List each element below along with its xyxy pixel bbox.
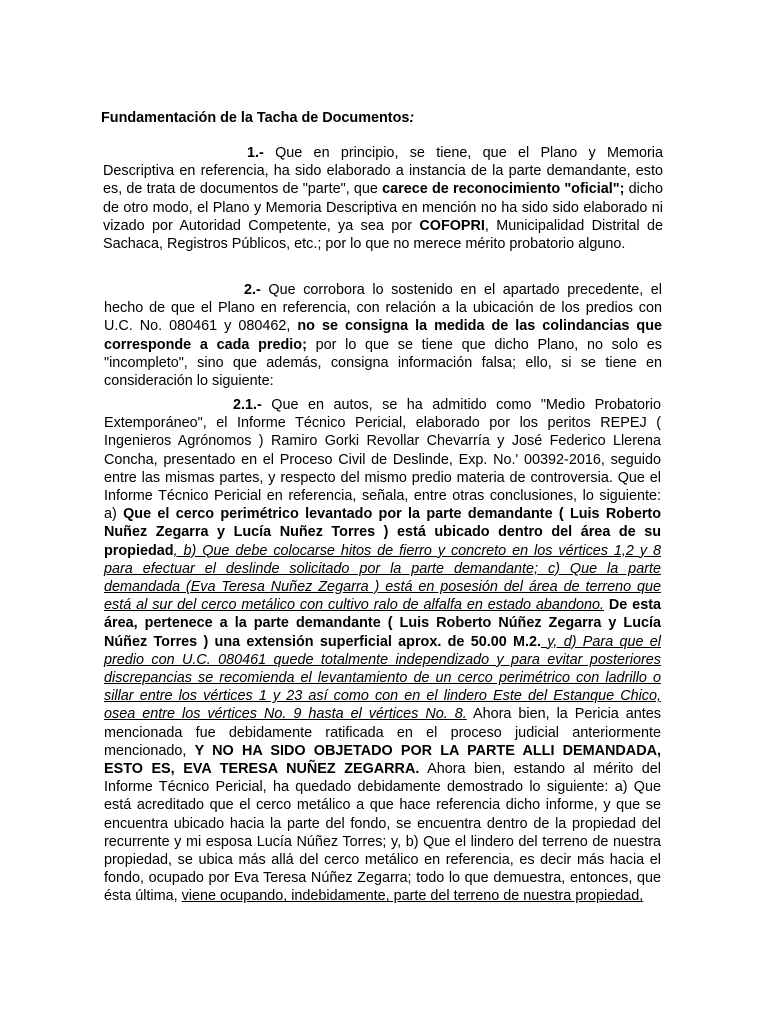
paragraph-2-1-bold-text: De esta área, pertenece a la parte demandante ( Luis Roberto Núñez Zegarra y Lucía Núñez Torres ) una extensión superficial aprox. de 50.00 M.2. bbox=[104, 597, 661, 650]
paragraph-2-1-number: 2.1.- bbox=[233, 397, 272, 413]
paragraph-2-1-italic-underlined-text: y, d) Para que el predio con U.C. 080461 quede totalmente independizado y para evitar posteriores discrepancias se recomienda el levantamiento de un cerco perimétrico con ladrillo o sillar entre los vértices 1 y 23 así como con en el lindero Este del Estanque Chico, osea entre los vértices No. 9 hasta el vértices No. 8. bbox=[104, 633, 661, 723]
paragraph-1-bold-text: COFOPRI bbox=[419, 217, 485, 234]
heading-colon: : bbox=[409, 110, 415, 126]
paragraph-1-bold-text: carece de reconocimiento "oficial"; bbox=[382, 181, 625, 198]
paragraph-1-text: Que en principio, se tiene, que el Plano y Memoria Descriptiva en referencia, ha sido elaborado a instancia de la parte demandante, esto es, de trata de documentos de "parte", que bbox=[103, 145, 663, 198]
paragraph-2-1-bold-text: Y NO HA SIDO OBJETADO POR LA PARTE ALLI DEMANDADA, ESTO ES, EVA TERESA NUÑEZ ZEGARRA. bbox=[104, 742, 661, 778]
paragraph-1-number: 1.- bbox=[247, 145, 276, 161]
paragraph-2-1-underlined-text: viene ocupando, indebidamente, parte del terreno de nuestra propiedad, bbox=[181, 888, 644, 905]
paragraph-2-1-bold-text: Que el cerco perimétrico levantado por la parte demandante ( Luis Roberto Nuñez Zegarra y Lucía Nuñez Torres ) está ubicado dentro del área de su propiedad bbox=[104, 506, 662, 559]
paragraph-1-text: , Municipalidad Distrital de Sachaca, Registros Públicos, etc.; por lo que no merece mérito probatorio alguno. bbox=[103, 217, 663, 253]
paragraph-2-1-text: Ahora bien, estando al mérito del Informe Técnico Pericial, ha quedado debidamente demostrado lo siguiente: a) Que está acreditado que el cerco metálico a que hace referencia dicho informe, y que se encuentra ubicado hacia la parte del fondo, se encuentra dentro de la propiedad del recurrente y mi esposa Lucía Núñez Torres; y, b) Que el lindero del terreno de nuestra propiedad, se ubica más allá del cerco metálico en referencia, es decir más hacia el fondo, ocupado por Eva Teresa Núñez Zegarra; todo lo que demuestra, entonces, que ésta última, bbox=[104, 761, 661, 905]
paragraph-2-1 bbox=[104, 396, 661, 906]
paragraph-2-1-italic-underlined-text: , b) Que debe colocarse hitos de fierro y concreto en los vértices 1,2 y 8 para efectuar el deslinde solicitado por la parte demandante; c) Que la parte demandada (Eva Teresa Nuñez Zegarra ) está en posesión del área de terreno que está al sur del cerco metálico con cultivo ralo de alfalfa en estado abandono. bbox=[104, 542, 661, 614]
paragraph-2-1-text: Que en autos, se ha admitido como "Medio Probatorio Extemporáneo", el Informe Técnico Pericial, elaborado por los peritos REPEJ ( Ingenieros Agrónomos ) Ramiro Gorki Revollar Chevarría y José Federico Llerena Concha, presentado en el Proceso Civil de Deslinde, Exp. No.' 00392-2016, seguido entre las mismas partes, y respecto del mismo predio materia de controversia. Que el Informe Técnico Pericial en referencia, señala, entre otras conclusiones, lo siguiente: a) bbox=[104, 397, 661, 523]
paragraph-1-text: dicho de otro modo, el Plano y Memoria Descriptiva en mención no ha sido sido elaborado ni vizado por Autoridad Competente, ya sea por bbox=[103, 181, 664, 234]
paragraph-2 bbox=[104, 281, 662, 390]
paragraph-2-bold-text: no se consigna la medida de las colindancias que corresponde a cada predio; bbox=[104, 318, 662, 353]
paragraph-2-number: 2.- bbox=[244, 282, 269, 298]
paragraph-2-text: Que corrobora lo sostenido en el apartado precedente, el hecho de que el Plano en referencia, con relación a la ubicación de los predios con U.C. No. 080461 y 080462, bbox=[104, 282, 663, 335]
paragraph-1 bbox=[103, 144, 663, 253]
section-heading bbox=[101, 109, 414, 127]
heading-text: Fundamentación de la Tacha de Documentos bbox=[101, 110, 410, 126]
paragraph-2-text: por lo que se tiene que dicho Plano, no solo es "incompleto", sino que además, consigna información falsa; ello, si se tiene en consideración lo siguiente: bbox=[104, 336, 662, 390]
paragraph-2-1-text: Ahora bien, la Pericia antes mencionada fue debidamente ratificada en el proceso judicial anteriormente mencionado, bbox=[104, 706, 661, 759]
